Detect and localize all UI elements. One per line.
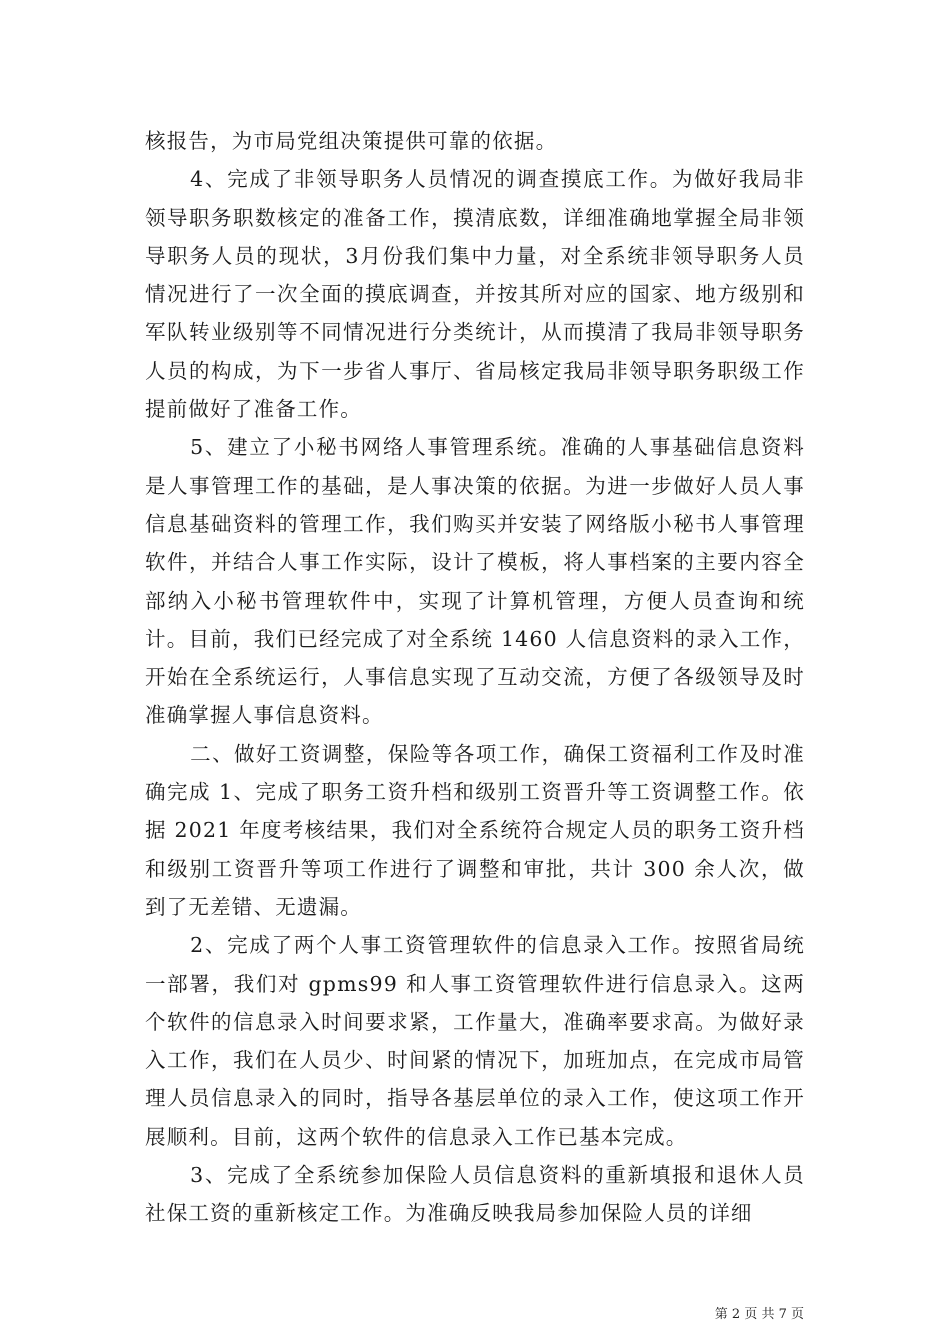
document-body — [145, 122, 805, 1233]
paragraph-item-5: 5、建立了小秘书网络人事管理系统。准确的人事基础信息资料是人事管理工作的基础，是人事决策的依据。为进一步做好人员人事信息基础资料的管理工作，我们购买并安装了网络版小秘书人事管理软件，并结合人事工作实际，设计了模板，将人事档案的主要内容全部纳入小秘书管理软件中，实现了计算机管理，方便人员查询和统计。目前，我们已经完成了对全系统 1460 人信息资料的录入工作，开始在全系统运行，人事信息实现了互动交流，方便了各级领导及时准确掌握人事信息资料。 — [145, 435, 805, 728]
paragraph-item-3: 3、完成了全系统参加保险人员信息资料的重新填报和退休人员社保工资的重新核定工作。为准确反映我局参加保险人员的详细 — [145, 1163, 805, 1226]
paragraph-section-2: 二、做好工资调整，保险等各项工作，确保工资福利工作及时准确完成 1、完成了职务工资升档和级别工资晋升等工资调整工作。依据 2021 年度考核结果，我们对全系统符合规定人员的职务工资升档和级别工资晋升等项工作进行了调整和审批，共计 300 余人次，做到了无差错、无遗漏。 — [145, 741, 805, 919]
paragraph-item-2: 2、完成了两个人事工资管理软件的信息录入工作。按照省局统一部署，我们对 gpms99 和人事工资管理软件进行信息录入。这两个软件的信息录入时间要求紧，工作量大，准确率要求高。为做好录入工作，我们在人员少、时间紧的情况下，加班加点，在完成市局管理人员信息录入的同时，指导各基层单位的录入工作，使这项工作开展顺利。目前，这两个软件的信息录入工作已基本完成。 — [145, 933, 805, 1149]
paragraph-item-4: 4、完成了非领导职务人员情况的调查摸底工作。为做好我局非领导职务职数核定的准备工作，摸清底数，详细准确地掌握全局非领导职务人员的现状，3月份我们集中力量，对全系统非领导职务人员情况进行了一次全面的摸底调查，并按其所对应的国家、地方级别和军队转业级别等不同情况进行分类统计，从而摸清了我局非领导职务人员的构成，为下一步省人事厅、省局核定我局非领导职务职级工作提前做好了准备工作。 — [145, 167, 805, 422]
page-number: 第 2 页 共 7 页 — [714, 1307, 804, 1322]
paragraph-continuation: 核报告，为市局党组决策提供可靠的依据。 — [145, 129, 558, 153]
